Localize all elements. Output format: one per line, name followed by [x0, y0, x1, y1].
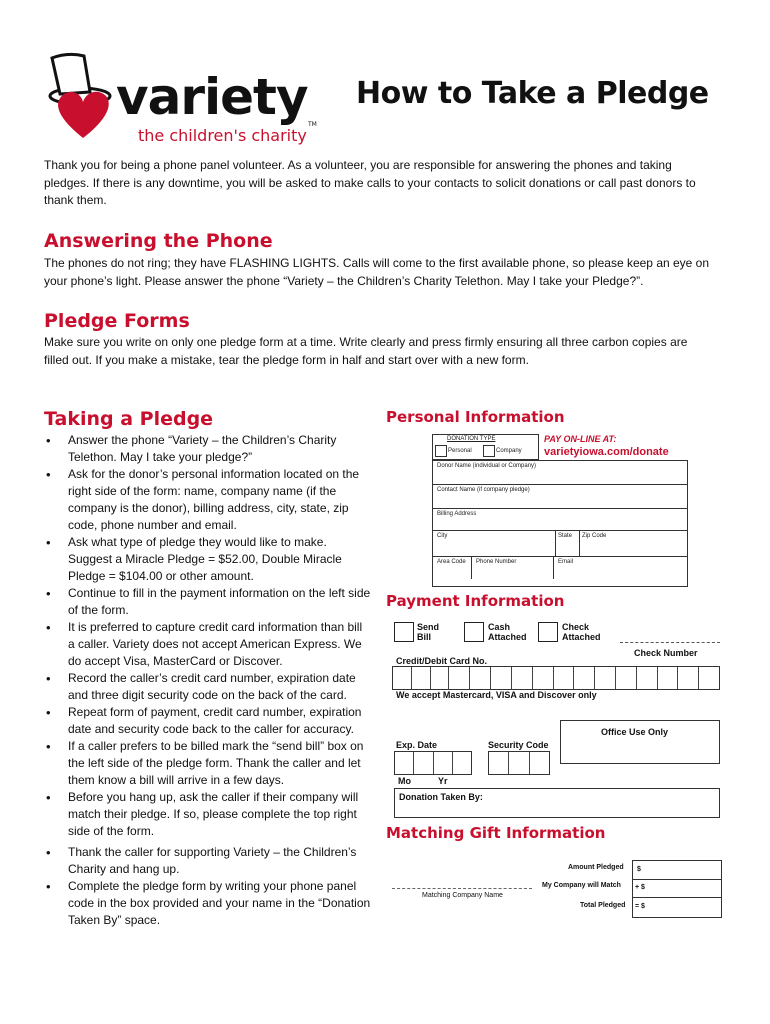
taken-by-field[interactable]	[394, 788, 720, 818]
phone-field[interactable]	[471, 557, 554, 579]
exp-digit-cell	[414, 752, 434, 774]
area-code-label: Area Code	[437, 559, 466, 565]
pledge-forms-paragraph: Make sure you write on only one pledge form at a time. Write clearly and press firmly ensuring all three carbon copies are filled out. If you make a mistake, tear the pledge form in half and start over with a new form.	[44, 335, 688, 367]
list-item: • It is preferred to capture credit card information than bill a caller. Variety does not accept American Express. We do accept Visa, MasterCard or Discover.	[46, 619, 371, 670]
personal-fields	[432, 460, 688, 587]
pledge-amount-fields	[632, 860, 722, 918]
total-dollar-sign: = $	[635, 903, 645, 910]
list-item: • Ask for the donor’s personal information located on the right side of the form: name, company name (if the company is the donor), billing address, city, state, zip code, phone number and email.	[46, 466, 371, 534]
phone-row	[433, 556, 687, 587]
check-number-line	[620, 642, 720, 643]
svg-text:the children's charity: the children's charity	[138, 126, 307, 145]
security-code-label: Security Code	[488, 740, 549, 750]
variety-logo	[38, 48, 328, 148]
list-item: • Continue to fill in the payment information on the left side of the form.	[46, 585, 371, 619]
contact-name-field[interactable]	[433, 484, 687, 509]
card-digit-cell	[554, 667, 575, 689]
taking-pledge-heading: Taking a Pledge	[44, 408, 214, 430]
donation-type-box	[432, 434, 539, 460]
intro-paragraph: Thank you for being a phone panel volunteer. As a volunteer, you are responsible for answering the phones and taking pledges. If there is any downtime, you will be asked to make calls to your contacts to solicit donations or call past donors to thank them.	[44, 158, 696, 207]
card-digit-cell	[699, 667, 719, 689]
billing-label: Billing Address	[437, 511, 477, 517]
amount-pledged-label: Amount Pledged	[568, 864, 624, 871]
card-digit-cell	[491, 667, 512, 689]
email-field[interactable]	[553, 557, 688, 579]
personal-checkbox[interactable]	[435, 445, 447, 457]
matching-gift-heading: Matching Gift Information	[386, 824, 606, 842]
card-digit-cell	[412, 667, 431, 689]
exp-digit-cell	[453, 752, 471, 774]
card-digit-cell	[431, 667, 450, 689]
office-use-box	[560, 720, 720, 764]
exp-digit-cell	[434, 752, 454, 774]
pledge-forms-heading: Pledge Forms	[44, 310, 190, 332]
cash-checkbox[interactable]	[464, 622, 484, 642]
cash-label: Cash Attached	[488, 622, 527, 642]
card-digit-cell	[449, 667, 470, 689]
list-item: • Repeat form of payment, credit card number, expiration date and security code back to the caller for accuracy.	[46, 704, 371, 738]
list-item: • Ask what type of pledge they would like to make. Suggest a Miracle Pledge = $52.00, Double Miracle Pledge = $104.00 or other amount.	[46, 534, 371, 585]
svg-text:TM: TM	[308, 121, 317, 128]
card-digit-cell	[574, 667, 595, 689]
security-code-field[interactable]	[488, 751, 550, 775]
card-digit-cell	[393, 667, 412, 689]
check-number-label: Check Number	[634, 648, 698, 658]
card-digit-cell	[637, 667, 658, 689]
list-item: • If a caller prefers to be billed mark the “send bill” box on the left side of the pledge form. Thank the caller and let them know a bill will arrive in a few days.	[46, 738, 371, 789]
card-digit-cell	[616, 667, 637, 689]
check-label: Check Attached	[562, 622, 601, 642]
year-label: Yr	[438, 776, 448, 786]
taken-by-label: Donation Taken By:	[399, 792, 483, 802]
month-label: Mo	[398, 776, 411, 786]
personal-info-heading: Personal Information	[386, 408, 565, 426]
state-field[interactable]	[555, 531, 580, 557]
zip-label: Zip Code	[582, 533, 607, 539]
taking-pledge-list	[46, 432, 371, 929]
my-company-label: My Company will Match	[542, 882, 621, 889]
svg-text:variety: variety	[116, 68, 308, 126]
city-label: City	[437, 533, 448, 539]
card-digit-cell	[678, 667, 699, 689]
exp-date-field[interactable]	[394, 751, 472, 775]
email-label: Email	[558, 559, 574, 565]
check-checkbox[interactable]	[538, 622, 558, 642]
donation-type-label: DONATION TYPE	[447, 436, 496, 442]
card-number-field[interactable]	[392, 666, 720, 690]
list-item: • Before you hang up, ask the caller if their company will match their pledge. If so, please complete the top right side of the form.	[46, 789, 371, 840]
company-label: Company	[496, 448, 522, 454]
security-digit-cell	[509, 752, 530, 774]
contact-name-label: Contact Name (if company pledge)	[437, 487, 530, 493]
pay-online-label: PAY ON-LINE AT:	[544, 434, 617, 444]
list-item: • Complete the pledge form by writing your phone panel code in the box provided and your name in the “Donation Taken By” space.	[46, 878, 371, 929]
accept-cards-note: We accept Mastercard, VISA and Discover only	[396, 690, 597, 700]
city-row	[433, 530, 687, 557]
card-digit-cell	[595, 667, 616, 689]
send-bill-label: Send Bill	[417, 622, 440, 642]
card-digit-cells	[393, 667, 719, 689]
security-digit-cell	[530, 752, 549, 774]
amount-pledged-field[interactable]	[633, 861, 721, 880]
donate-url[interactable]: varietyiowa.com/donate	[544, 446, 669, 458]
matching-company-line[interactable]	[392, 888, 532, 889]
list-item: • Record the caller’s credit card number, expiration date and three digit security code on the back of the card.	[46, 670, 371, 704]
personal-label: Personal	[448, 448, 472, 454]
payment-info-form	[392, 620, 722, 820]
card-digit-cell	[512, 667, 533, 689]
match-dollar-sign: + $	[635, 884, 645, 891]
security-digit-cell	[489, 752, 509, 774]
exp-date-label: Exp. Date	[396, 740, 438, 750]
area-code-field[interactable]	[433, 557, 471, 579]
page-title: How to Take a Pledge	[356, 76, 709, 111]
card-digit-cell	[533, 667, 554, 689]
card-digit-cell	[470, 667, 491, 689]
card-number-label: Credit/Debit Card No.	[396, 656, 488, 666]
company-checkbox[interactable]	[483, 445, 495, 457]
list-item: • Answer the phone “Variety – the Children’s Charity Telethon. May I take your pledge?”	[46, 432, 371, 466]
total-pledged-field[interactable]	[633, 897, 721, 917]
answering-heading: Answering the Phone	[44, 230, 273, 252]
card-digit-cell	[658, 667, 679, 689]
zip-field[interactable]	[579, 531, 688, 557]
exp-digit-cell	[395, 752, 414, 774]
payment-info-heading: Payment Information	[386, 592, 565, 610]
send-bill-checkbox[interactable]	[394, 622, 414, 642]
logo-graphic	[38, 48, 328, 148]
answering-paragraph: The phones do not ring; they have FLASHING LIGHTS. Calls will come to the first available phone, so please keep an eye on your phone’s light. Please answer the phone “Variety – the Children’s Charity Telethon. May I take your Pledge?”.	[44, 256, 710, 288]
billing-address-field[interactable]	[433, 508, 687, 531]
office-use-label: Office Use Only	[601, 727, 669, 737]
personal-info-form	[432, 434, 688, 584]
donor-name-label: Donor Name (individual or Company)	[437, 463, 537, 469]
matching-company-label: Matching Company Name	[422, 892, 503, 899]
total-pledged-label: Total Pledged	[580, 902, 626, 909]
amount-dollar-sign: $	[637, 866, 641, 873]
company-match-field[interactable]	[633, 879, 721, 898]
donor-name-field[interactable]	[433, 460, 687, 485]
matching-gift-form	[392, 858, 722, 918]
list-item: • Thank the caller for supporting Variety – the Children’s Charity and hang up.	[46, 844, 371, 878]
phone-label: Phone Number	[476, 559, 517, 565]
state-label: State	[558, 533, 573, 539]
